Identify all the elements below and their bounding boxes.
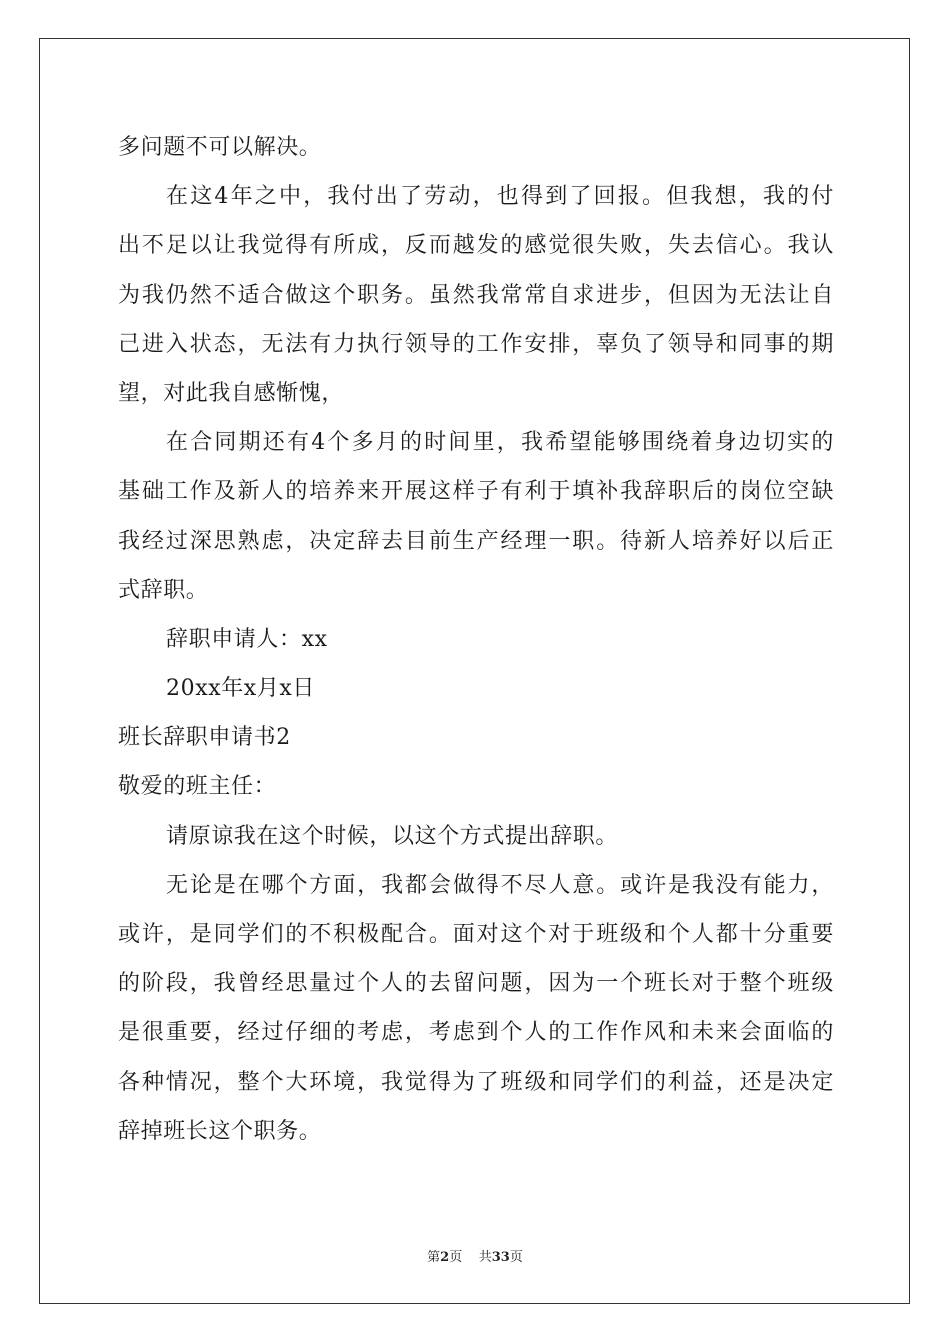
signature-date: 20xx年x月x日 — [166, 676, 316, 702]
paragraph-line: 请原谅我在这个时候，以这个方式提出辞职。 — [166, 823, 619, 849]
paragraph-line: 多问题不可以解决。 — [118, 135, 322, 160]
paragraph-line: 望，对此我自感惭愧， — [118, 380, 345, 406]
paragraph-line: 己进入状态，无法有力执行领导的工作安排，辜负了领导和同事的期 — [118, 331, 834, 357]
total-suffix: 页 — [509, 1250, 523, 1265]
paragraph-line: 各种情况，整个大环境，我觉得为了班级和同学们的利益，还是决定 — [118, 1069, 834, 1095]
section-title: 班长辞职申请书2 — [118, 725, 291, 751]
paragraph-line: 辞掉班长这个职务。 — [118, 1118, 322, 1144]
paragraph-line: 在这4年之中，我付出了劳动，也得到了回报。但我想，我的付 — [166, 184, 834, 210]
paragraph-line: 的阶段，我曾经思量过个人的去留问题，因为一个班长对于整个班级 — [118, 971, 834, 997]
paragraph-line: 无论是在哪个方面，我都会做得不尽人意。或许是我没有能力， — [166, 872, 834, 898]
paragraph-line: 是很重要，经过仔细的考虑，考虑到个人的工作作风和未来会面临的 — [118, 1020, 834, 1046]
applicant-signature: 辞职申请人：xx — [166, 626, 328, 652]
paragraph-line: 式辞职。 — [118, 577, 209, 603]
paragraph-line: 或许，是同学们的不积极配合。面对这个对于班级和个人都十分重要 — [118, 922, 834, 947]
salutation: 敬爱的班主任： — [118, 774, 277, 800]
paragraph-line: 在合同期还有4个多月的时间里，我希望能够围绕着身边切实的 — [166, 430, 834, 456]
paragraph-line: 为我仍然不适合做这个职务。虽然我常常自求进步，但因为无法让自 — [118, 282, 834, 308]
total-prefix: 共 — [478, 1250, 492, 1265]
page-number: 2 — [440, 1250, 450, 1265]
page-prefix: 第 — [427, 1250, 441, 1265]
page-suffix: 页 — [449, 1250, 463, 1265]
total-pages: 33 — [491, 1250, 510, 1265]
document-body — [118, 128, 834, 1161]
page-footer — [0, 1246, 950, 1265]
paragraph-line: 出不足以让我觉得有所成，反而越发的感觉很失败，失去信心。我认 — [118, 233, 834, 259]
paragraph-line: 我经过深思熟虑，决定辞去目前生产经理一职。待新人培养好以后正 — [118, 528, 834, 554]
paragraph-line: 基础工作及新人的培养来开展这样子有利于填补我辞职后的岗位空缺 — [118, 479, 834, 505]
